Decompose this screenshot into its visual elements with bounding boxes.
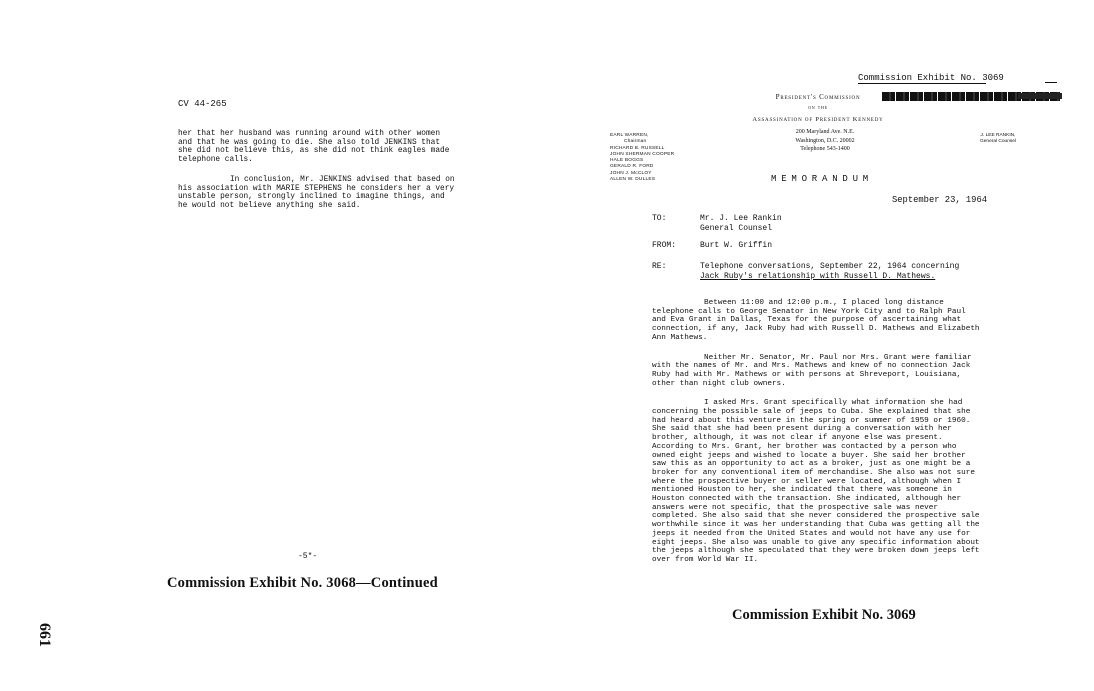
address-line-2: Washington, D.C. 20002 (795, 137, 855, 144)
letterhead (738, 92, 898, 125)
to-line-1: Mr. J. Lee Rankin (700, 214, 782, 223)
member-name: HALE BOGGS (610, 158, 644, 164)
memorandum-title: MEMORANDUM (771, 174, 874, 184)
to-line-2: General Counsel (700, 224, 773, 233)
memo-paragraph-2: Neither Mr. Senator, Mr. Paul nor Mrs. Grant were familiar with the names of Mr. and Mrs. Mathews and knew of no connection Jack Ruby had with Mr. Mathews or with persons at Shreveport, Louisiana, other than night club owners. (652, 353, 972, 388)
left-body-text (178, 130, 458, 222)
left-paragraph-1: her that her husband was running around with other women and that he was going to die. She also told JENKINS that she did not believe this, as she did not think eagles made telephone calls. (178, 130, 450, 165)
re-line-2: Jack Ruby's relationship with Russell D. Mathews. (700, 272, 936, 281)
memo-date: September 23, 1964 (892, 195, 988, 205)
right-exhibit-caption: Commission Exhibit No. 3069 (732, 607, 916, 623)
header-rule (858, 83, 986, 84)
letterhead-line-2: on the (808, 105, 828, 111)
header-rule-right (1045, 82, 1057, 83)
to-value (700, 214, 782, 234)
letterhead-line-3: Assassination of President Kennedy (752, 116, 884, 123)
letterhead-line-1: President's Commission (775, 93, 861, 101)
member-name: JOHN SHERMAN COOPER (610, 151, 675, 157)
file-number: CV 44-265 (178, 99, 227, 109)
member-title: Chairman (624, 139, 647, 145)
re-line-1: Telephone conversations, September 22, 1964 concerning (700, 262, 960, 271)
address-line-1: 200 Maryland Ave. N.E. (795, 129, 855, 135)
left-exhibit-caption: Commission Exhibit No. 3068—Continued (167, 575, 438, 591)
member-name: EARL WARREN, (610, 133, 649, 138)
left-page-number: -5*- (298, 552, 318, 561)
left-paragraph-2: In conclusion, Mr. JENKINS advised that based on his association with MARIE STEPHENS he considers her a very unstable person, strongly inclined to imagine things, and he would not believe anything she said. (178, 175, 455, 210)
general-counsel (980, 133, 1016, 146)
member-name: ALLEN W. DULLES (610, 177, 656, 183)
memo-paragraph-3: I asked Mrs. Grant specifically what information she had concerning the possible sale of jeeps to Cuba. She explained that she had heard about this venture in the spring or summer of 1959 or 1960. She said that she had been present during a conversation with her brother, although, it was not clear if anyone else was present. According to Mrs. Grant, her brother was contacted by a person who owned eight jeeps and wished to locate a buyer. She said her brother saw this as an opportunity to act as a broker, just as one might be a broker for any conventional item of merchandise. She also was not sure where the prospective buyer or seller were located, although when I mentioned Houston to her, she indicated that there was someone in Houston connected with the transaction. She indicated, although her answers were not specific, that the prospective sale was never completed. She also said that she never considered the prospective sale worthwhile since it was her understanding that Cuba was getting all the jeeps it needed from the United States and would not have any use for eight jeeps. She also was unable to give any specific information about the jeeps although she speculated that they were broken down jeeps left over from World War II. (652, 399, 980, 564)
redaction-mark-end (1018, 93, 1062, 99)
address-block (770, 128, 880, 154)
memo-body (652, 299, 980, 576)
member-name: GERALD R. FORD (610, 164, 654, 170)
from-value: Burt W. Griffin (700, 241, 773, 250)
counsel-name: J. LEE RANKIN, (980, 133, 1016, 138)
exhibit-header: Commission Exhibit No. 3069 (858, 73, 1004, 83)
re-value (700, 262, 980, 282)
re-label: RE: (652, 262, 667, 271)
commission-members (610, 133, 674, 183)
counsel-title: General Counsel (980, 139, 1016, 145)
member-name: JOHN J. McCLOY (610, 170, 652, 176)
book-page-number: 661 (36, 623, 53, 647)
address-line-3: Telephone 543-1400 (800, 146, 850, 152)
to-label: TO: (652, 214, 667, 223)
member-name: RICHARD B. RUSSELL (610, 145, 665, 151)
memo-paragraph-1: Between 11:00 and 12:00 p.m., I placed long distance telephone calls to George Senator in New York City and to Ralph Paul and Eva Grant in Dallas, Texas for the purpose of ascertaining what connection, if any, Jack Ruby had with Russell D. Mathews and Elizabeth Ann Mathews. (652, 299, 980, 342)
from-label: FROM: (652, 241, 677, 250)
